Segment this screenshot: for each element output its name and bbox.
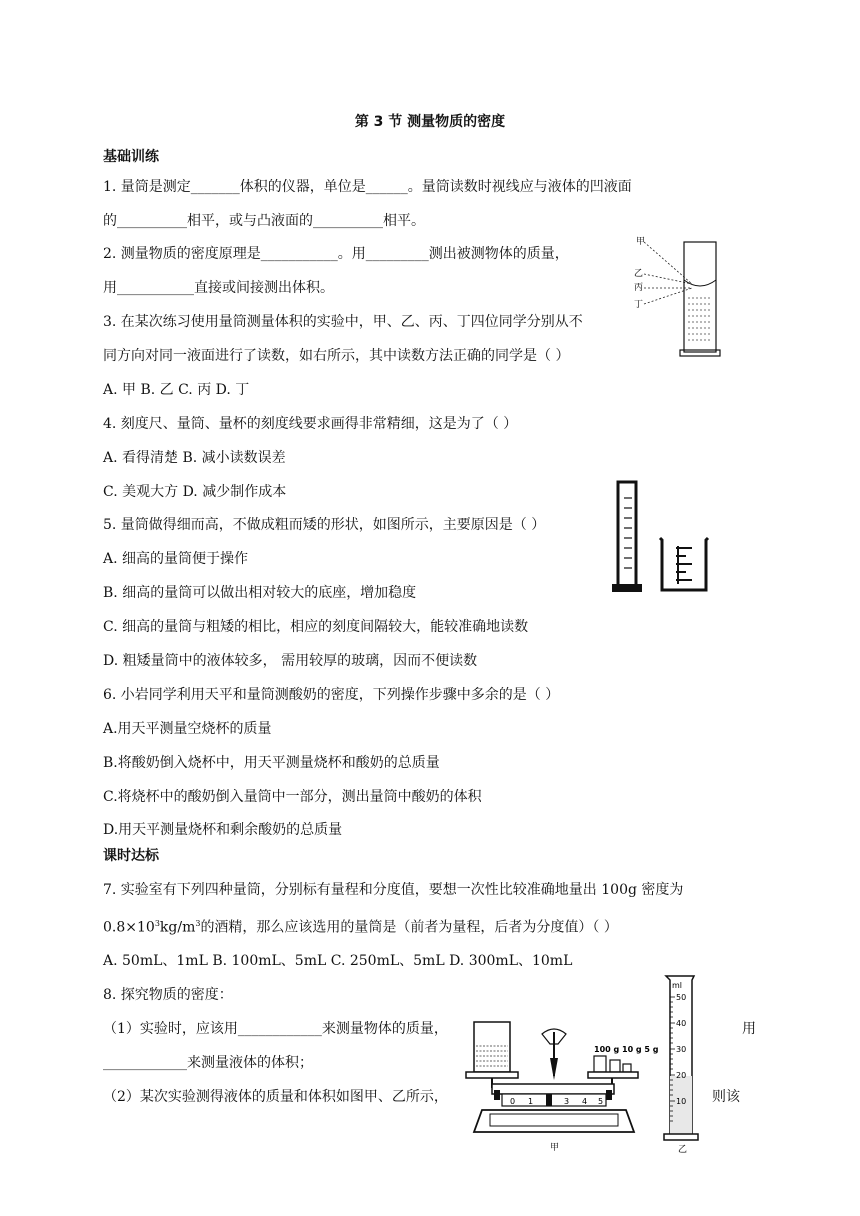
q5-option-d: D. 粗矮量筒中的液体较多， 需用较厚的玻璃，因而不便读数 (103, 653, 478, 669)
q8-part2-zegai: 则该 (712, 1089, 740, 1105)
balance-figure (462, 1018, 659, 1156)
q8-part1-yong: 用 (742, 1021, 756, 1037)
observer-label-yi: 乙 (634, 269, 644, 279)
q7-line1: 7. 实验室有下列四种量筒，分别标有量程和分度值，要想一次性比较准确地量出 100g 密度为 (103, 882, 684, 898)
q8-part2-line1: （2）某次实验测得液体的质量和体积如图甲、乙所示， (103, 1089, 448, 1105)
tick-40: 40 (676, 1019, 687, 1028)
q6-option-b: B.将酸奶倒入烧杯中，用天平测量烧杯和酸奶的总质量 (103, 755, 440, 771)
observer-label-bing: 丙 (634, 283, 644, 293)
q6-option-c: C.将烧杯中的酸奶倒入量筒中一部分，测出量筒中酸奶的体积 (103, 789, 482, 805)
cylinder-caption: 乙 (678, 1145, 688, 1155)
tick-20: 20 (676, 1071, 687, 1080)
scale-5: 5 (598, 1097, 604, 1106)
q1-line1: 1. 量筒是测定_______体积的仪器，单位是______。量筒读数时视线应与液体的凹液面 (103, 179, 632, 195)
scale-4: 4 (582, 1097, 588, 1106)
q4-options-ab: A. 看得清楚 B. 减小读数误差 (103, 450, 286, 466)
section-heading-basic: 基础训练 (103, 149, 159, 165)
tick-50: 50 (676, 993, 687, 1002)
q4-options-cd: C. 美观大方 D. 减少制作成本 (103, 484, 287, 500)
page-title: 第 3 节 测量物质的密度 (354, 114, 506, 130)
q2-line2: 用___________直接或间接测出体积。 (103, 280, 334, 296)
q5-stem: 5. 量筒做得细而高，不做成粗而矮的形状，如图所示，主要原因是（ ） (103, 517, 546, 533)
section-heading-class: 课时达标 (103, 848, 159, 864)
graduated-cylinder-figure (660, 972, 704, 1154)
observer-label-ding: 丁 (634, 300, 644, 310)
tall-vs-short-cylinder-figure (610, 478, 718, 596)
q6-option-d: D.用天平测量烧杯和剩余酸奶的总质量 (103, 822, 343, 838)
q5-option-a: A. 细高的量筒便于操作 (103, 551, 249, 567)
observer-label-jia: 甲 (636, 237, 646, 247)
q3-options: A. 甲 B. 乙 C. 丙 D. 丁 (103, 382, 250, 398)
tick-10: 10 (676, 1097, 687, 1106)
q4-stem: 4. 刻度尺、量筒、量杯的刻度线要求画得非常精细，这是为了（ ） (103, 416, 518, 432)
q6-option-a: A.用天平测量空烧杯的质量 (103, 721, 272, 737)
q8-stem: 8. 探究物质的密度： (103, 987, 233, 1003)
q3-line1: 3. 在某次练习使用量筒测量体积的实验中，甲、乙、丙、丁四位同学分别从不 (103, 314, 583, 330)
cylinder-reading-figure (628, 232, 728, 360)
q1-line2: 的__________相平，或与凸液面的__________相平。 (103, 213, 425, 229)
balance-caption: 甲 (550, 1143, 560, 1153)
q7-options: A. 50mL、1mL B. 100mL、5mL C. 250mL、5mL D. 300mL、10mL (103, 953, 573, 969)
q3-line2: 同方向对同一液面进行了读数，如右所示，其中读数方法正确的同学是（ ） (103, 348, 570, 364)
q8-part1-line2: ____________来测量液体的体积； (103, 1055, 313, 1071)
q8-part1-line1: （1）实验时，应该用____________来测量物体的质量， (103, 1021, 448, 1037)
q7-line2: $0.8\times 10^3kg/m^3$的酒精，那么应该选用的量筒是（前者为量程，后者为分度值）（ ） (103, 919, 618, 936)
scale-3: 3 (564, 1097, 570, 1106)
q5-option-b: B. 细高的量筒可以做出相对较大的底座，增加稳度 (103, 585, 417, 601)
q5-option-c: C. 细高的量筒与粗矮的相比，相应的刻度间隔较大，能较准确地读数 (103, 619, 529, 635)
tick-30: 30 (676, 1045, 687, 1054)
cylinder-unit: ml (672, 981, 683, 990)
scale-1: 1 (528, 1097, 534, 1106)
scale-0: 0 (510, 1097, 516, 1106)
q2-line1: 2. 测量物质的密度原理是___________。用_________测出被测物体的质量， (103, 246, 569, 262)
weights-label: 100 g 10 g 5 g (594, 1045, 659, 1054)
q6-stem: 6. 小岩同学利用天平和量筒测酸奶的密度，下列操作步骤中多余的是（ ） (103, 687, 560, 703)
